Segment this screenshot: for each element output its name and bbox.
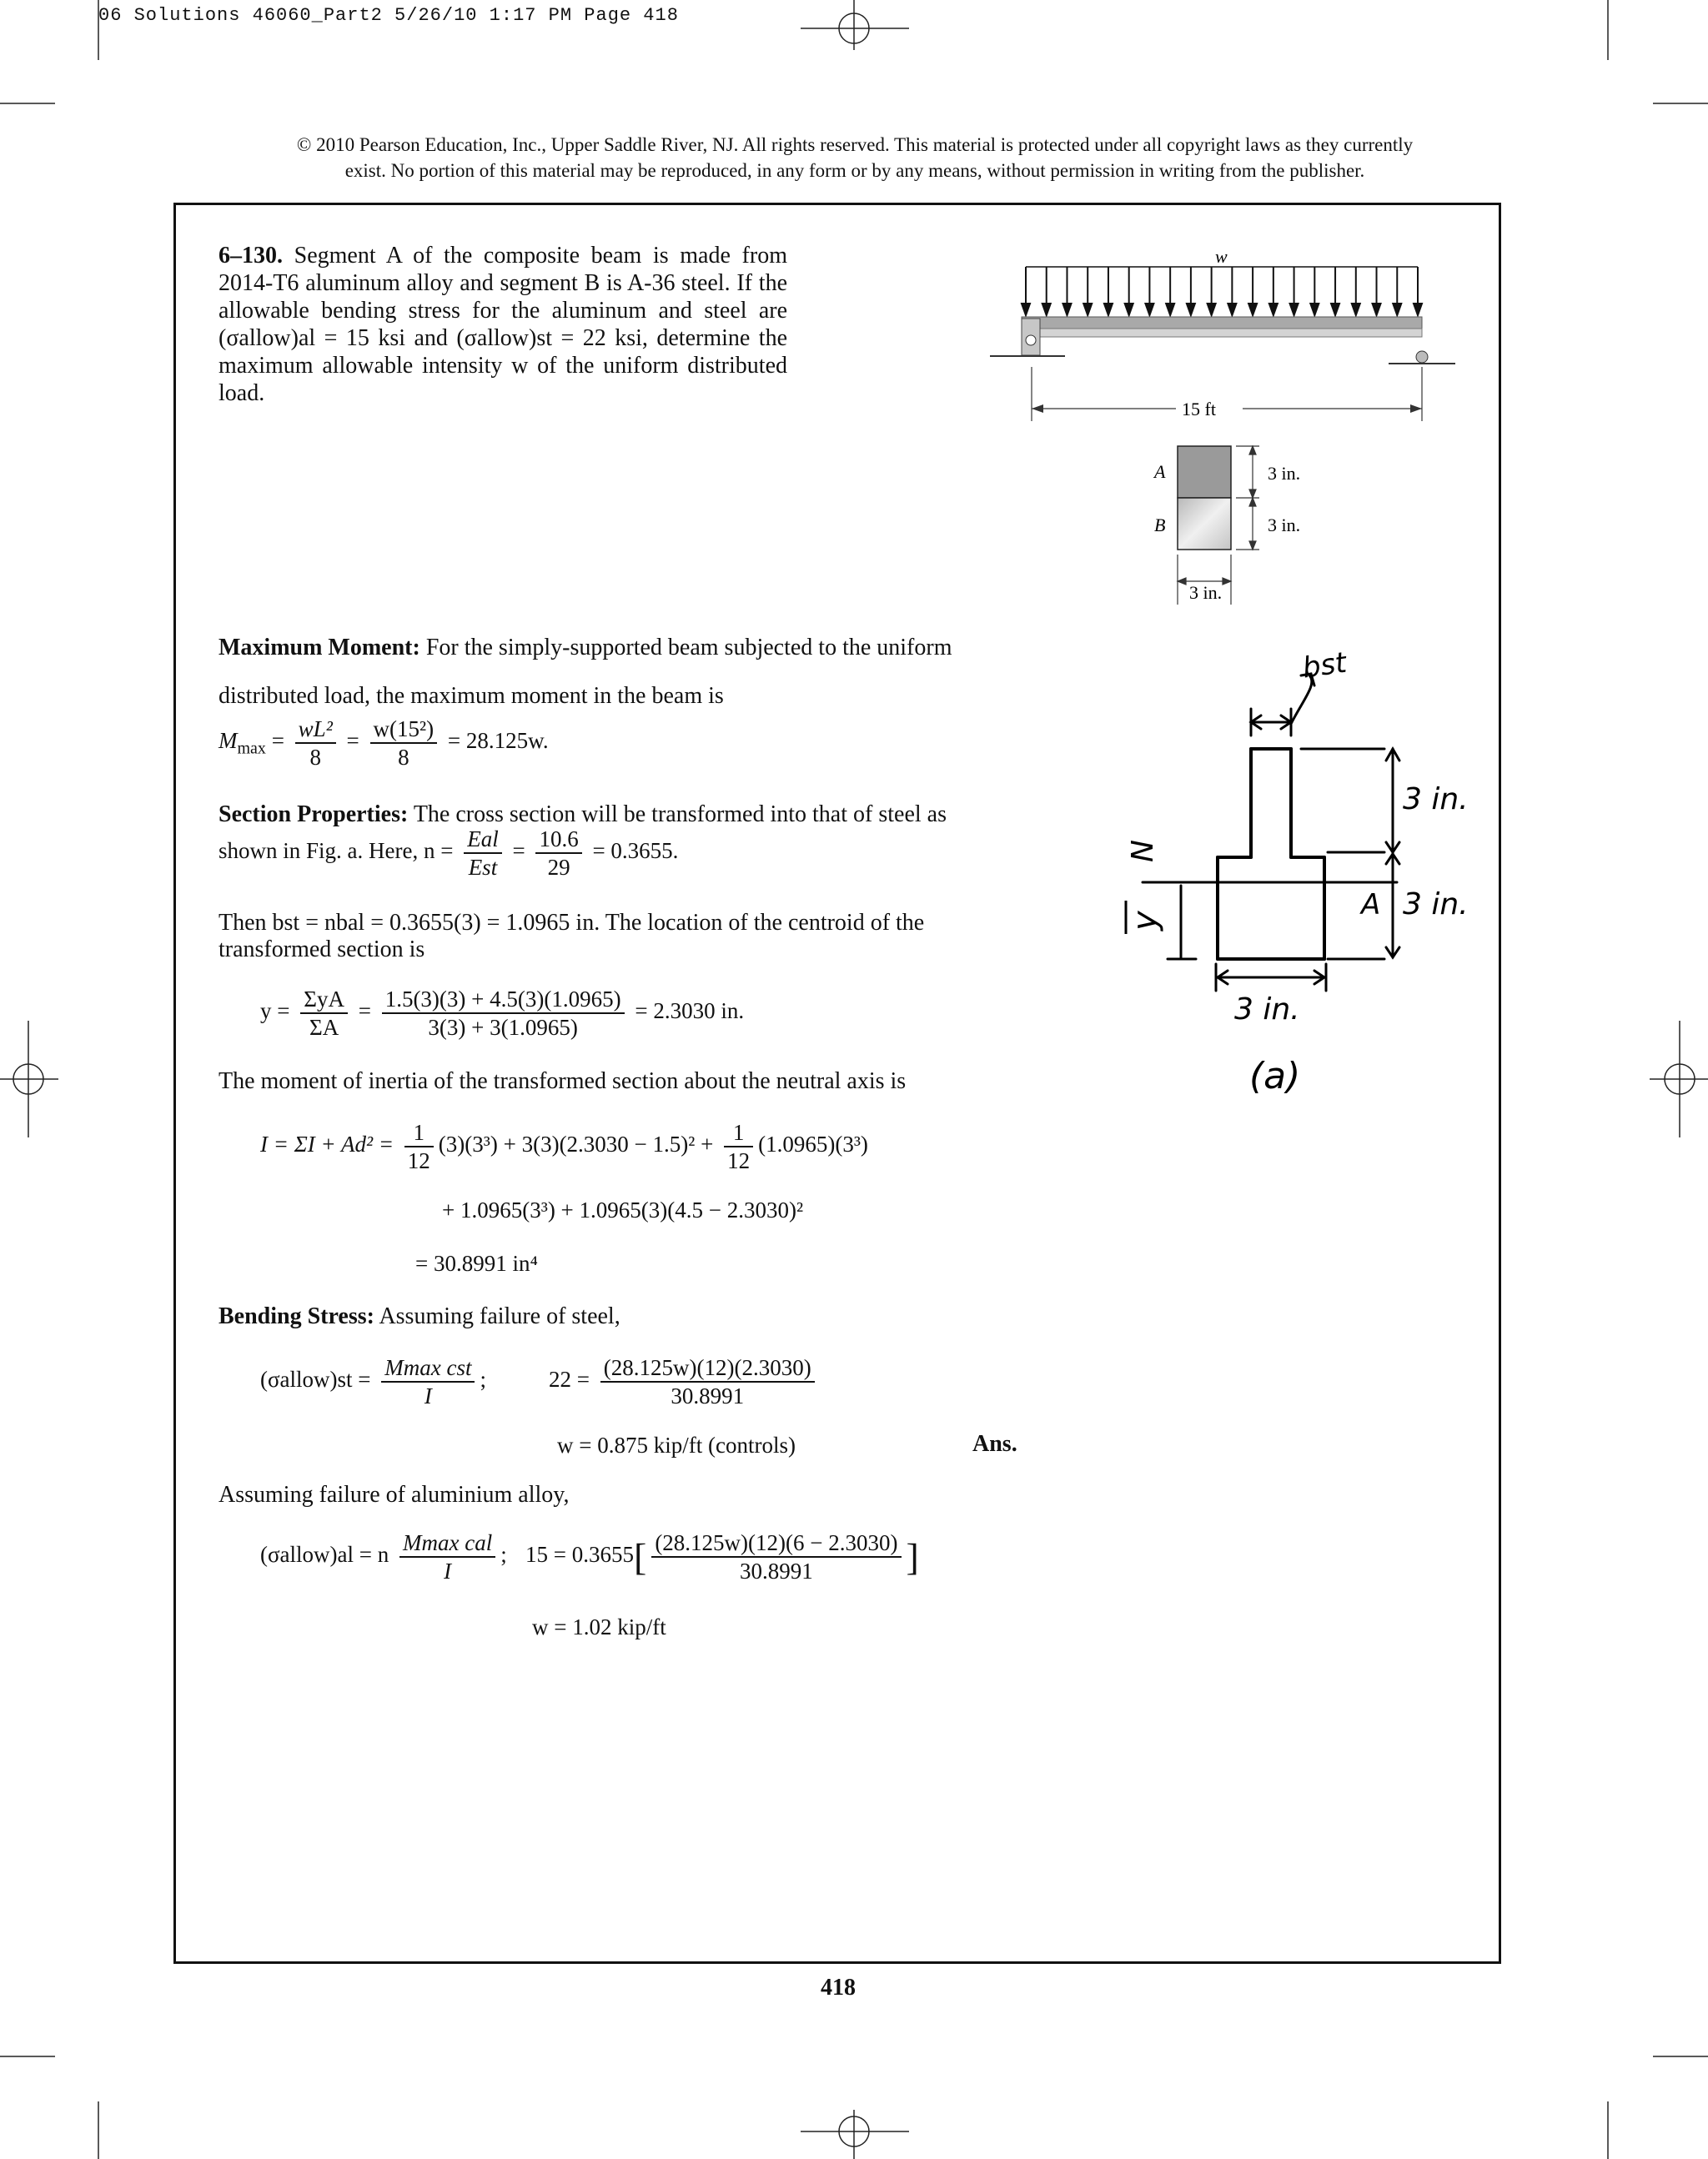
n-fraction-1: $\frac{\text{Eal}}{\text{Est}}$ <box>464 826 502 881</box>
bst-line1: Then bst = nbal = 0.3655(3) = 1.0965 in. The location of the centroid of the <box>219 910 925 936</box>
segment-b-label: B <box>1154 515 1166 535</box>
inertia-line-1 <box>260 1119 868 1174</box>
max-moment-heading: Maximum Moment: <box>219 635 420 660</box>
copyright-line-2: exist. No portion of this material may be reproduced, in any form or by any means, without permission in writing from the publisher. <box>344 160 1365 181</box>
b-st-label: bst <box>1300 645 1349 685</box>
n-fraction-2: $\frac{10.6}{29}$ <box>535 826 581 881</box>
load-arrowhead <box>1248 304 1257 315</box>
mmax-subscript: max <box>237 739 266 758</box>
aluminum-numeric-equation: 15 = 0.3655[ $\frac{(28.125w)(12)(6 - 2.3030)}{30.8991}$ ] <box>525 1530 919 1584</box>
aluminum-fraction: $\frac{\text{Mmax cal}}{I}$ <box>399 1529 495 1584</box>
figure-a-caption: (a) <box>1249 1055 1301 1097</box>
load-arrowhead <box>1062 304 1071 315</box>
aluminum-result: w = 1.02 kip/ft <box>532 1614 666 1639</box>
ybar-label: y <box>1126 911 1164 931</box>
ybar-result: = 2.3030 in. <box>635 998 745 1024</box>
problem-statement <box>219 242 787 407</box>
steel-numeric-fraction: $\frac{(28.125w)(12)(2.3030)}{30.8991}$ <box>600 1354 815 1409</box>
max-moment-line1 <box>219 634 952 662</box>
inertia-intro: The moment of inertia of the transformed section about the neutral axis is <box>219 1068 907 1094</box>
steel-lhs: (σallow)st = <box>260 1367 371 1393</box>
steel-numeric-equation <box>549 1354 820 1409</box>
aluminum-eq-lhs: 15 = 0.3655 <box>525 1542 634 1568</box>
transformed-section-sketch <box>1109 642 1469 1109</box>
n-equation: shown in Fig. a. Here, n = $\frac{\text{Eal}}{\text{Est}}$ = $\frac{10.6}{29}$ = 0.3655. <box>219 826 679 880</box>
problem-number: 6–130. <box>219 243 283 269</box>
load-arrowhead <box>1125 304 1133 315</box>
beam-figure <box>988 242 1489 425</box>
mmax-fraction-2: $\frac{\text{w(15²)}}{8}$ <box>370 715 438 771</box>
bending-line <box>219 1303 620 1331</box>
section-text2: shown in Fig. a. Here, n = <box>219 838 454 864</box>
load-arrowhead <box>1228 304 1236 315</box>
max-moment-text1: For the simply-supported beam subjected to the uniform <box>425 635 952 660</box>
steel-result: w = 0.875 kip/ft (controls) <box>557 1433 796 1458</box>
inertia-end: (1.0965)(3³) <box>758 1132 868 1157</box>
inertia-line-2: + 1.0965(3³) + 1.0965(3)(4.5 − 2.3030)² <box>442 1197 804 1223</box>
print-slug: 06 Solutions 46060_Part2 5/26/10 1:17 PM Page 418 <box>98 5 679 26</box>
neutral-axis-n-label: N <box>1126 840 1160 862</box>
ybar-lhs: y = <box>260 998 290 1024</box>
max-moment-line2: distributed load, the maximum moment in the beam is <box>219 683 724 709</box>
copyright-notice <box>167 132 1543 183</box>
load-arrowhead <box>1187 304 1195 315</box>
bst-line2: transformed section is <box>219 936 425 962</box>
mmax-result: = 28.125w. <box>447 728 549 754</box>
section-heading: Section Properties: <box>219 801 409 827</box>
inertia-fraction-1: $\frac{1}{12}$ <box>404 1119 434 1174</box>
load-arrowhead <box>1166 304 1174 315</box>
cross-section-figure <box>1143 438 1359 613</box>
span-label: 15 ft <box>1182 399 1216 419</box>
dim-top-sketch: 3 in. <box>1403 782 1469 816</box>
aluminum-numeric-fraction: $\frac{(28.125w)(12)(6 - 2.3030)}{30.8991}$ <box>651 1529 901 1584</box>
load-arrowhead <box>1145 304 1153 315</box>
copyright-line-1: © 2010 Pearson Education, Inc., Upper Saddle River, NJ. All rights reserved. This material is protected under all copyright laws as they currently <box>296 134 1414 155</box>
segment-a-label: A <box>1154 461 1166 482</box>
dim-bottom-sketch: 3 in. <box>1403 887 1469 921</box>
steel-fraction: $\frac{\text{Mmax cst}}{I}$ <box>381 1354 475 1409</box>
bending-heading: Bending Stress: <box>219 1303 374 1329</box>
load-arrowhead <box>1104 304 1113 315</box>
load-arrowhead <box>1208 304 1216 315</box>
ybar-fraction-2: $\frac{1.5(3)(3) + 4.5(3)(1.0965)}{3(3) + 3(1.0965)}$ <box>382 986 625 1041</box>
steel-eq-lhs: 22 = <box>549 1367 590 1393</box>
page-number: 418 <box>821 1975 856 2001</box>
load-arrowhead <box>1393 304 1401 315</box>
steel-stress-equation: (σallow)st = $\frac{\text{Mmax cst}}{I}$ ; <box>260 1355 486 1408</box>
load-arrowhead <box>1042 304 1051 315</box>
mmax-symbol: M <box>219 728 238 754</box>
dim-top-label: 3 in. <box>1268 463 1301 484</box>
load-arrowhead <box>1310 304 1319 315</box>
load-arrowhead <box>1331 304 1339 315</box>
inertia-fraction-2: $\frac{1}{12}$ <box>724 1119 753 1174</box>
load-arrowhead <box>1352 304 1360 315</box>
load-arrowhead <box>1269 304 1278 315</box>
neutral-axis-a-label: A <box>1361 888 1381 921</box>
dim-bottom-label: 3 in. <box>1268 515 1301 535</box>
load-arrowhead <box>1373 304 1381 315</box>
inertia-middle: (3)(3³) + 3(3)(2.3030 − 1.5)² + <box>438 1132 714 1157</box>
width-label-sketch: 3 in. <box>1234 992 1300 1027</box>
load-arrowhead <box>1290 304 1299 315</box>
mmax-fraction-1: $\frac{\text{wL²}}{8}$ <box>295 715 336 771</box>
aluminum-stress-equation: (σallow)al = n $\frac{\text{Mmax cal}}{I}$ ; <box>260 1530 507 1584</box>
section-line1 <box>219 801 947 829</box>
mmax-equation: $M_{max}$ = $\frac{\text{wL²}}{8}$ = $\frac{\text{w(15²)}}{8}$ = 28.125w. <box>219 716 549 770</box>
aluminum-lhs: (σallow)al = n <box>260 1542 389 1568</box>
ybar-equation: y = $\frac{\text{ΣyA}}{\Sigma A}$ = $\frac{1.5(3)(3) + 4.5(3)(1.0965)}{3(3) + 3(1.0965)}$ = 2.3030 in. <box>260 987 745 1040</box>
problem-text: Segment A of the composite beam is made from 2014-T6 aluminum alloy and segment B is A-36 steel. If the allowable bending stress for the aluminum and steel are (σallow)al = 15 ksi and (σallow)st = 22 ksi, determine the maximum allowable intensity w of the uniform distributed load. <box>219 243 787 406</box>
n-result: = 0.3655. <box>592 838 679 864</box>
answer-label: Ans. <box>972 1431 1017 1457</box>
section-text1: The cross section will be transformed into that of steel as <box>413 801 947 827</box>
load-arrowhead <box>1022 304 1030 315</box>
ybar-fraction-1: $\frac{\text{ΣyA}}{\Sigma A}$ <box>300 986 348 1041</box>
dim-width-label: 3 in. <box>1189 582 1223 603</box>
bending-text: Assuming failure of steel, <box>379 1303 620 1329</box>
load-arrowhead <box>1083 304 1092 315</box>
load-arrowhead <box>1414 304 1422 315</box>
inertia-line-3: = 30.8991 in⁴ <box>415 1251 538 1276</box>
load-label: w <box>1215 246 1228 267</box>
aluminum-intro: Assuming failure of aluminium alloy, <box>219 1482 570 1508</box>
inertia-lhs: I = ΣI + Ad² = <box>260 1132 394 1157</box>
